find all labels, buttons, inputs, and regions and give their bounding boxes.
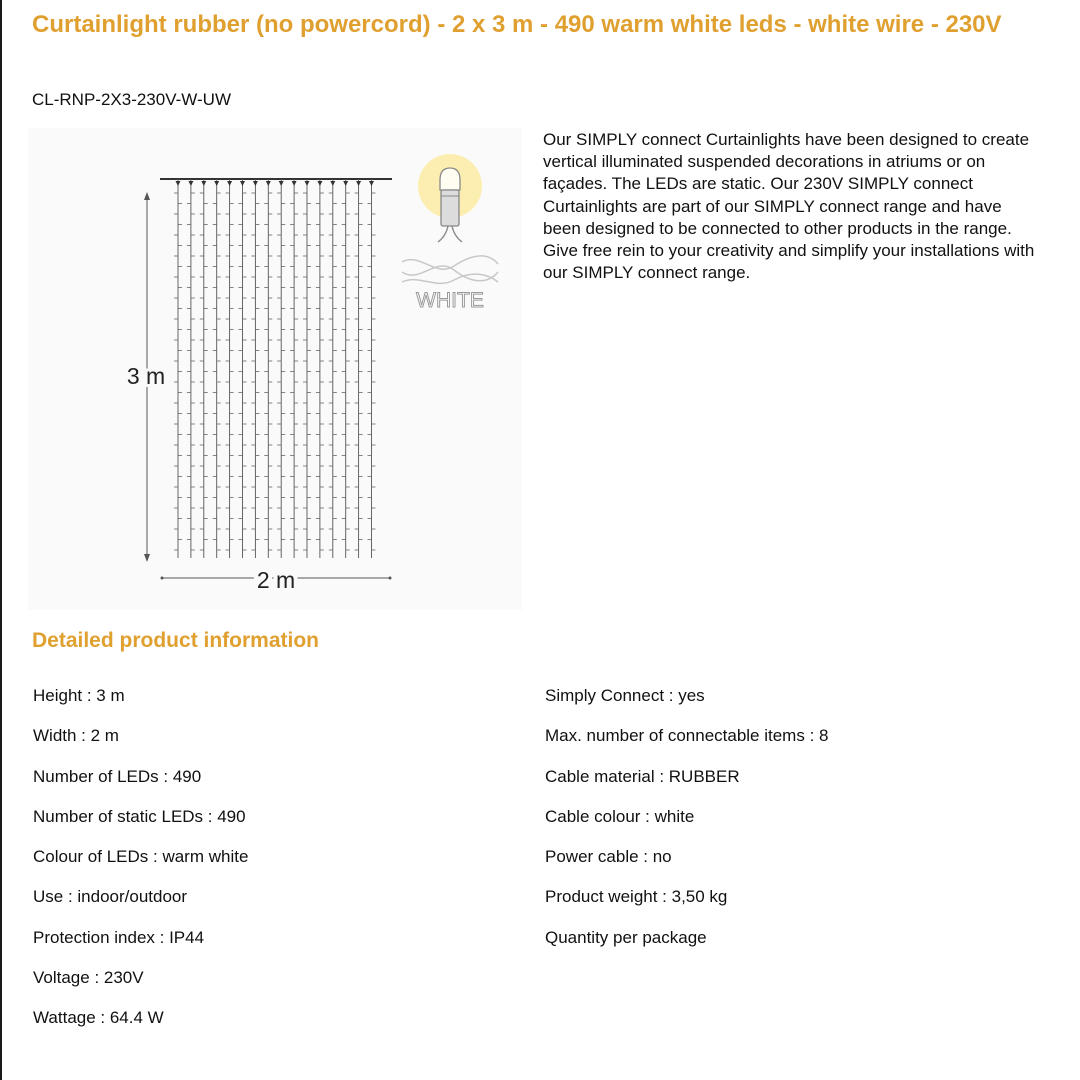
width-label: 2 m <box>256 567 296 593</box>
spec-item: Voltage : 230V <box>33 968 144 988</box>
spec-item: Number of LEDs : 490 <box>33 766 202 786</box>
height-arrow-top <box>144 192 150 200</box>
details-heading: Detailed product information <box>32 629 320 652</box>
curtain-strands <box>160 179 392 558</box>
product-description: Our SIMPLY connect Curtainlights have been designed to create vertical illuminated suspended decorations in atriums or on façades. The LEDs are static. Our 230V SIMPLY connect Curtainlights are part of our SIMPLY connect range and have been designed to be connected to other products in the range. Give free rein to your creativity and simplify your installations with our SIMPLY connect range. <box>543 130 1035 283</box>
spec-item: Power cable : no <box>545 847 672 867</box>
white-wire-icon <box>402 256 498 283</box>
spec-item: Max. number of connectable items : 8 <box>545 726 829 746</box>
product-title: Curtainlight rubber (no powercord) - 2 x 3 m - 490 warm white leds - white wire - 230V <box>32 11 1002 38</box>
height-label: 3 m <box>126 363 166 389</box>
spec-item: Quantity per package <box>545 927 707 947</box>
product-illustration <box>28 128 522 610</box>
spec-item: Cable material : RUBBER <box>545 766 740 786</box>
spec-item: Use : indoor/outdoor <box>33 887 188 907</box>
curtain-light-diagram <box>28 128 522 610</box>
height-arrow-bottom <box>144 554 150 562</box>
spec-item: Width : 2 m <box>33 726 119 746</box>
page-left-border <box>0 0 2 1080</box>
spec-item: Wattage : 64.4 W <box>33 1008 164 1028</box>
spec-item: Cable colour : white <box>545 806 695 826</box>
spec-item: Simply Connect : yes <box>545 686 705 705</box>
white-wire-label: WHITE <box>416 289 484 312</box>
product-sku: CL-RNP-2X3-230V-W-UW <box>32 90 232 109</box>
spec-item: Colour of LEDs : warm white <box>33 847 249 867</box>
spec-item: Protection index : IP44 <box>33 927 205 947</box>
spec-item: Height : 3 m <box>33 686 125 705</box>
spec-item: Product weight : 3,50 kg <box>545 887 728 907</box>
spec-list-left <box>33 684 248 1047</box>
spec-list-right <box>545 684 828 966</box>
led-bulb-icon <box>418 154 482 242</box>
spec-item: Number of static LEDs : 490 <box>33 806 246 826</box>
